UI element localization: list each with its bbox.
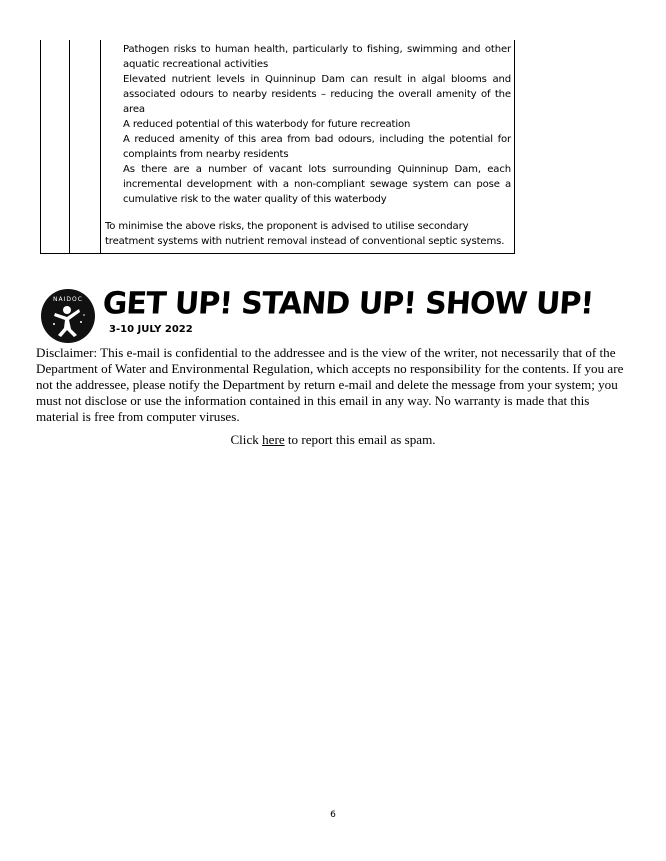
spam-report-line: Click here to report this email as spam.: [230, 432, 436, 447]
naidoc-banner: [40, 286, 595, 340]
table-column-divider: [69, 40, 70, 253]
disclaimer-text: Disclaimer: This e-mail is confidential to the addressee and is the view of the writer, not necessarily that of the Department of Water and Environmental Regulation, which accepts no responsibility for the contents. If you are not the addressee, please notify the Department by return e-mail and delete the message from your system; you must not disclose or use the information contained in this email in any way. No warranty is made that this material is free from computer viruses.: [36, 345, 624, 424]
list-item: Elevated nutrient levels in Quinninup Dam can result in algal blooms and associated odours to nearby residents – reducing the overall amenity of the area: [103, 72, 511, 117]
logo-text: NAIDOC: [53, 296, 83, 303]
list-item: A reduced amenity of this area from bad odours, including the potential for complaints from nearby residents: [103, 132, 511, 162]
page-number: 6: [330, 810, 336, 820]
list-item: As there are a number of vacant lots surrounding Quinninup Dam, each incremental development with a non-compliant sewage system can pose a cumulative risk to the water quality of this waterbody: [103, 162, 511, 207]
bullet-box-icon: [103, 42, 123, 72]
risk-cell: [103, 42, 511, 249]
naidoc-figure-logo-icon: [40, 288, 96, 344]
bullet-box-icon: [103, 162, 123, 207]
advice-paragraph: To minimise the above risks, the proponent is advised to utilise secondary treatment systems with nutrient removal instead of conventional septic systems.: [105, 221, 505, 247]
list-item: Pathogen risks to human health, particularly to fishing, swimming and other aquatic recreational activities: [103, 42, 511, 72]
bullet-box-icon: [103, 117, 123, 132]
bullet-box-icon: [103, 72, 123, 117]
banner-headline: GET UP! STAND UP! SHOW UP!: [101, 286, 595, 322]
banner-dates: 3-10 JULY 2022: [109, 324, 193, 335]
report-spam-link[interactable]: here: [262, 432, 285, 447]
risk-table: [40, 40, 515, 254]
table-column-divider: [100, 40, 101, 253]
list-item: A reduced potential of this waterbody for future recreation: [103, 117, 511, 132]
bullet-box-icon: [103, 132, 123, 162]
